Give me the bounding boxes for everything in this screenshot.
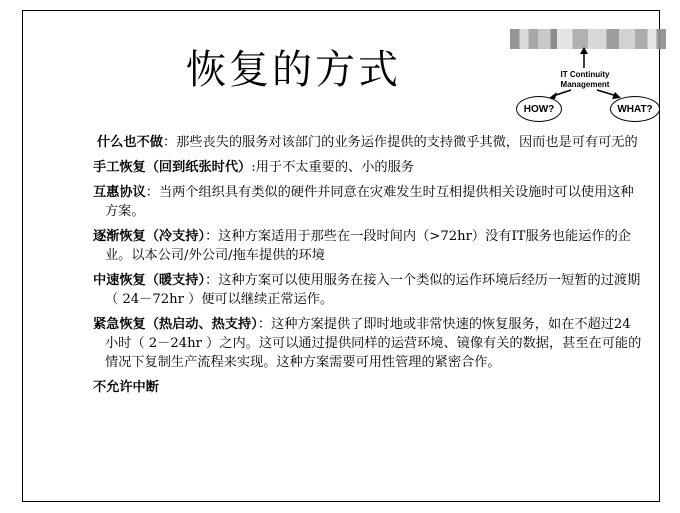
how-oval: HOW? [516, 96, 562, 122]
paragraph-lead: 不允许中断 [93, 380, 159, 395]
paragraph-text: 这种方案可以使用服务在接入一个类似的运作环境后经历一短暂的过渡期（ 24－72hr ）便可以继续正常运作。 [105, 273, 641, 307]
slide-content [86, 133, 642, 403]
paragraph-separator: ： [162, 135, 177, 150]
paragraph-lead: 手工恢复（回到纸张时代） [93, 160, 252, 175]
paragraph-lead: 互惠协议 [93, 185, 146, 200]
paragraph-text: 那些丧失的服务对该部门的业务运作提供的支持微乎其微，因而也是可有可无的 [176, 135, 638, 150]
paragraph-separator: : [251, 160, 256, 175]
paragraph-text: 当两个组织具有类似的硬件并同意在灾难发生时互相提供相关设施时可以使用这种方案。 [105, 185, 634, 219]
paragraph-fast-recovery [86, 315, 642, 372]
paragraph-gradual-recovery [86, 227, 642, 265]
slide-title: 恢复的方式 [186, 47, 401, 93]
paragraph-intermediate-recovery [86, 271, 642, 309]
paragraph-text: 这种方案适用于那些在一段时间内（>72hr）没有IT服务也能运作的企业。以本公司/外公司/拖车提供的环境 [105, 229, 631, 263]
paragraph-lead: 紧急恢复（热启动、热支持） [93, 317, 258, 332]
paragraph-separator: ： [205, 273, 219, 288]
paragraph-text: 用于不太重要的、小的服务 [255, 160, 414, 175]
paragraph-no-interruption [86, 378, 642, 397]
paragraph-lead: 中速恢复（暖支持） [93, 273, 206, 288]
paragraph-separator: ： [205, 229, 219, 244]
paragraph-manual-recovery [86, 158, 642, 177]
paragraph-lead: 逐渐恢复（冷支持） [93, 229, 206, 244]
paragraph-separator: ： [145, 185, 159, 200]
paragraph-do-nothing [86, 133, 642, 152]
what-oval: WHAT? [610, 96, 660, 122]
it-continuity-diagram [505, 14, 665, 124]
paragraph-lead: 什么也不做 [97, 135, 163, 150]
paragraph-separator: ： [257, 317, 272, 332]
paragraph-text: 这种方案提供了即时地或非常快速的恢复服务，如在不超过24小时（ 2－24hr ）之内。这可以通过提供同样的运营环境、镜像有关的数据，甚至在可能的情况下复制生产流程来实现。这种方案需要可用性管理的紧密合作。 [105, 317, 642, 370]
it-continuity-management-label: IT Continuity Management [560, 70, 610, 89]
paragraph-reciprocal-agreement [86, 183, 642, 221]
